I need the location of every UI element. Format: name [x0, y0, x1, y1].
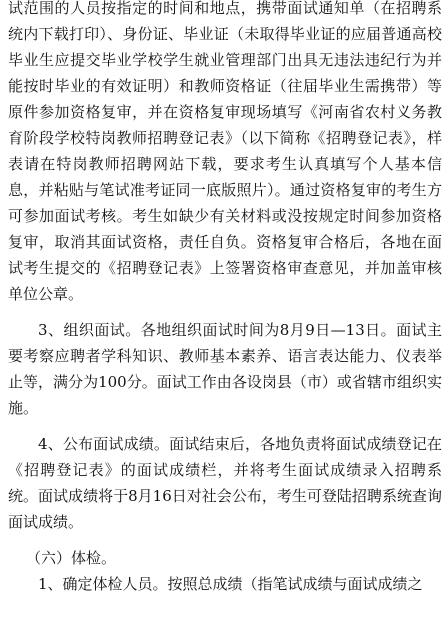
paragraph-organize-interview: 3、组织面试。各地组织面试时间为8月9日—13日。面试主要考察应聘者学科知识、教师基本素养、语言表达能力、仪表举止等，满分为100分。面试工作由各设岗县（市）或省辖市组织实施。 — [8, 321, 442, 417]
section-heading-physical-exam: （六）体检。 — [26, 549, 117, 567]
paragraph-confirm-exam-staff: 1、确定体检人员。按照总成绩（指笔试成绩与面试成绩之 — [38, 575, 423, 593]
paragraph-interview-notice: 试范围的人员按指定的时间和地点，携带面试通知单（在招聘系统内下载打印）、身份证、毕业证（未取得毕业证的应届普通高校毕业生应提交毕业学校学生就业管理部门出具无违法违纪行为并能按时毕业的有效证明）和教师资格证（往届毕业生需携带）等原件参加资格复审，并在资格复审现场填写《河南省农村义务教育阶段学校特岗教师招聘登记表》（以下简称《招聘登记表》，样表请在特岗教师招聘网站下载，要求考生认真填写个人基本信息，并粘贴与笔试准考证同一底版照片）。通过资格复审的考生方可参加面试考核。考生如缺少有关材料或没按规定时间参加资格复审，取消其面试资格，责任自负。资格复审合格后，各地在面试考生提交的《招聘登记表》上签署资格审查意见，并加盖审核单位公章。 — [8, 0, 442, 303]
paragraph-publish-scores: 4、公布面试成绩。面试结束后，各地负责将面试成绩登记在《招聘登记表》的面试成绩栏，并将考生面试成绩录入招聘系统。面试成绩将于8月16日对社会公布，考生可登陆招聘系统查询面试成绩。 — [8, 435, 442, 531]
